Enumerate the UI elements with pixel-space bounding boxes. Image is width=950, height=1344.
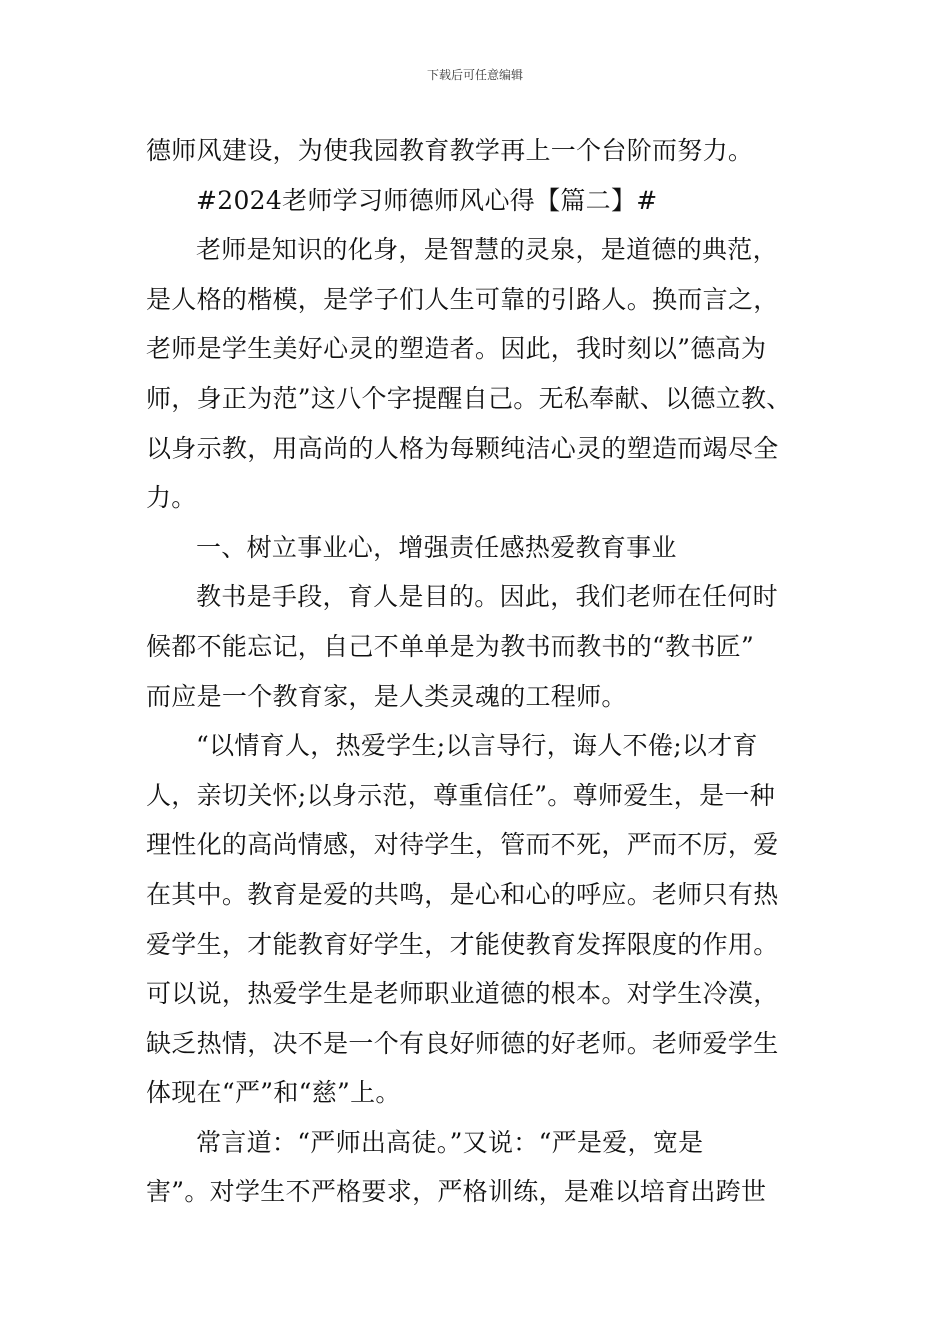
document-body <box>146 126 810 1217</box>
section-heading: #2024老师学习师德师风心得【篇二】# <box>196 185 658 215</box>
text-line: “以情育人，热爱学生;以言导行，诲人不倦;以才育 <box>196 731 758 761</box>
page-header-note: 下载后可任意编辑 <box>426 68 523 82</box>
text-line: 而应是一个教育家，是人类灵魂的工程师。 <box>146 681 627 711</box>
text-line: 力。 <box>146 483 197 513</box>
text-line: 老师是知识的化身，是智慧的灵泉，是道德的典范， <box>196 235 778 265</box>
text-line: 教书是手段，育人是目的。因此，我们老师在任何时 <box>196 582 778 612</box>
text-line: 德师风建设，为使我园教育教学再上一个台阶而努力。 <box>146 136 754 165</box>
text-line: 师，身正为范”这八个字提醒自己。无私奉献、以德立教、 <box>146 383 792 413</box>
text-line: 以身示教，用高尚的人格为每颗纯洁心灵的塑造而竭尽全 <box>146 433 779 463</box>
subsection-heading: 一、树立事业心，增强责任感热爱教育事业 <box>196 532 677 562</box>
text-line: 老师是学生美好心灵的塑造者。因此，我时刻以”德高为 <box>146 334 767 364</box>
text-line: 人，亲切关怀;以身示范，尊重信任”。尊师爱生，是一种 <box>146 780 776 810</box>
text-line: 害”。对学生不严格要求，严格训练，是难以培育出跨世 <box>146 1177 767 1207</box>
text-line: 候都不能忘记，自己不单单是为教书而教书的“教书匠” <box>146 631 755 661</box>
text-line: 体现在“严”和“慈”上。 <box>146 1078 401 1108</box>
text-line: 可以说，热爱学生是老师职业道德的根本。对学生冷漠， <box>146 979 779 1009</box>
text-line: 是人格的楷模，是学子们人生可靠的引路人。换而言之， <box>146 284 779 314</box>
text-line: 缺乏热情，决不是一个有良好师德的好老师。老师爱学生 <box>146 1028 779 1058</box>
text-line: 爱学生，才能教育好学生，才能使教育发挥限度的作用。 <box>146 929 779 959</box>
text-line: 常言道：“严师出高徒。”又说：“严是爱，宽是 <box>196 1127 704 1157</box>
text-line: 理性化的高尚情感，对待学生，管而不死，严而不厉，爱 <box>146 830 779 860</box>
text-line: 在其中。教育是爱的共鸣，是心和心的呼应。老师只有热 <box>146 879 779 909</box>
